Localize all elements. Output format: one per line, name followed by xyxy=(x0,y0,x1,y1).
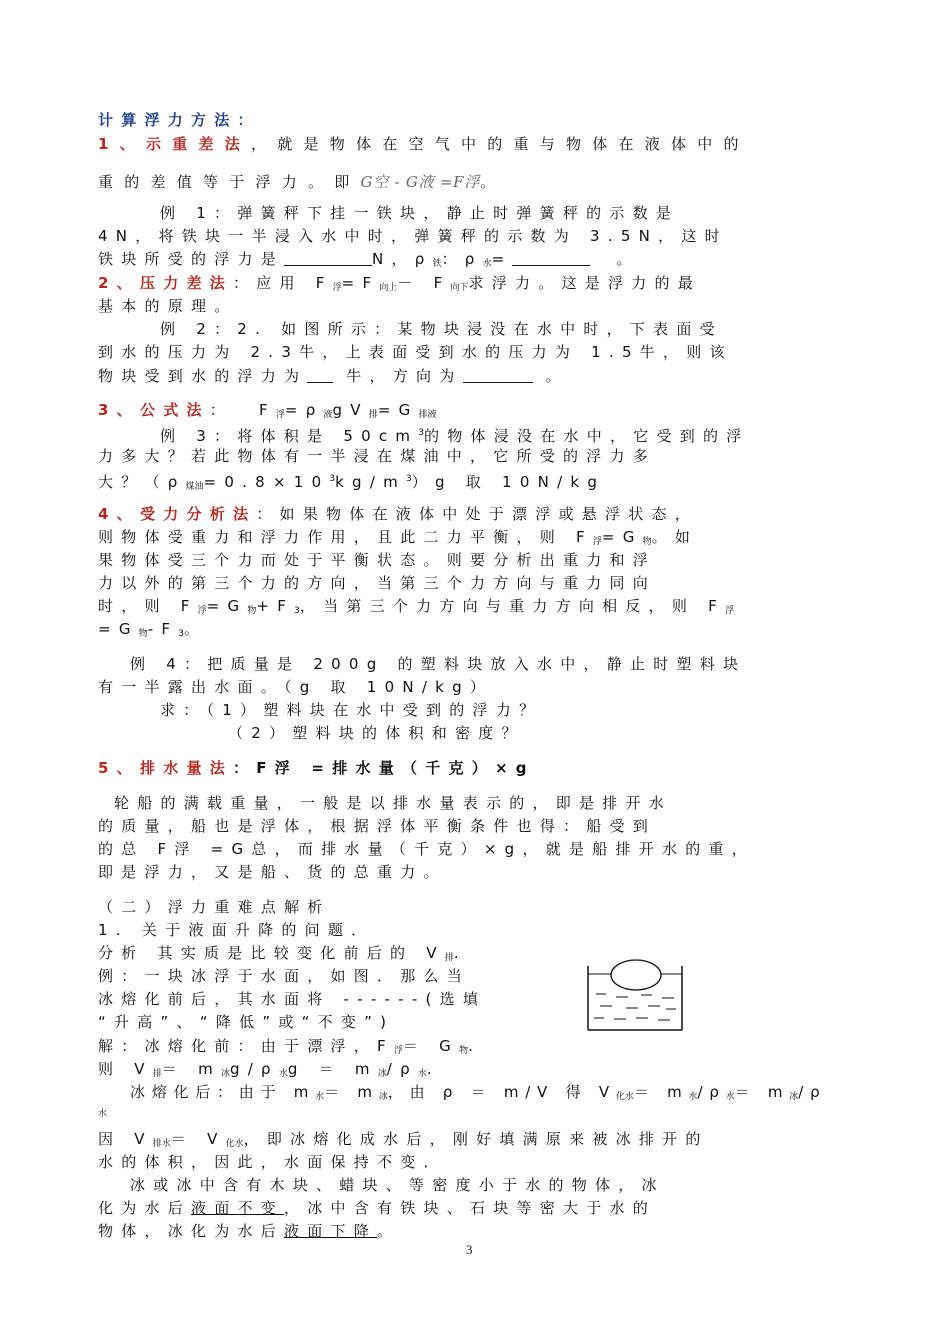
subscript: 煤油 xyxy=(185,482,204,492)
subscript: 浮 xyxy=(592,537,602,547)
example-3-line-1 xyxy=(160,423,840,447)
method-5-number: 5、 xyxy=(98,759,140,777)
method-2-number: 2、 xyxy=(98,274,140,292)
water-hatching xyxy=(594,994,676,1020)
text: -F xyxy=(147,620,179,638)
method-4-line-3: 果物体受三个力而处于平衡状态。则要分析出重力和浮 xyxy=(98,551,657,569)
subscript: 物 xyxy=(247,606,257,616)
section-2-line-14 xyxy=(98,1221,840,1242)
method-1-period: 。 xyxy=(480,173,507,191)
ice-block xyxy=(611,960,661,990)
text: ＝ m xyxy=(324,1083,379,1101)
section-2-line-4: 冰熔化前后，其水面将 ------(选填 xyxy=(98,990,487,1008)
text: 则物体受重力和浮力作用，且此二力平衡，则 F xyxy=(98,528,593,546)
subscript: 浮 xyxy=(275,410,285,420)
text: /ρ xyxy=(798,1083,827,1101)
text: ： xyxy=(209,401,233,419)
text: 。 xyxy=(545,367,569,385)
subscript: 物 xyxy=(459,1046,469,1056)
subscript: 排 xyxy=(444,953,454,963)
example-2-line-2: 到水的压力为 2.3牛，上表面受到水的压力为 1.5牛，则该 xyxy=(98,343,733,361)
method-4-number: 4、 xyxy=(98,505,140,523)
subscript: 浮 xyxy=(332,283,342,293)
example-1-text: 铁块所受的浮力是 xyxy=(98,250,285,268)
text: 则 V xyxy=(98,1060,153,1078)
text: ，由 ρ ＝ m/V 得 V xyxy=(387,1083,616,1101)
underlined-text: 液面下降 xyxy=(284,1222,378,1240)
section-2-line-1: 1. 关于液面升降的问题． xyxy=(98,921,375,939)
method-1-text: ，就是物体在空气中的重与物体在液体中的 xyxy=(250,135,750,153)
text: /ρ xyxy=(386,1060,418,1078)
text: 化为水后 xyxy=(98,1199,192,1217)
subscript: 水 xyxy=(725,1092,735,1102)
answer-blank[interactable] xyxy=(512,250,590,266)
method-3-number: 3、 xyxy=(98,401,140,419)
subscript: 排液 xyxy=(418,410,437,420)
example-4-line-4: （2）塑料块的体积和密度？ xyxy=(228,724,525,742)
text: 冰熔化后：由于 m xyxy=(130,1083,316,1101)
text: 。如 xyxy=(651,528,699,546)
text: ，当第三个力方向与重力方向相反，则 F xyxy=(299,597,725,615)
subscript: 铁 xyxy=(432,259,442,269)
example-1-text-2: N，ρ xyxy=(372,250,433,268)
section-2-line-11: 水的体积，因此，水面保持不变． xyxy=(98,1153,447,1171)
text: =G xyxy=(377,401,419,419)
example-2-line-3 xyxy=(98,366,840,387)
method-2-line-2: 基本的原理。 xyxy=(98,297,238,315)
method-1-name: 示重差法 xyxy=(145,135,251,153)
subscript: 水 xyxy=(417,1069,427,1079)
example-3-line-2: 力多大？若此物体有一半浸在煤油中，它所受的浮力多 xyxy=(98,447,657,465)
text: kg/m xyxy=(335,473,406,491)
text: － F xyxy=(397,274,451,292)
text: =G xyxy=(206,597,248,615)
example-2-line-1: 例 2：2. 如图所示：某物块浸没在水中时，下表面受 xyxy=(160,320,723,338)
subscript: 排水 xyxy=(152,1139,171,1149)
ice-in-water-figure xyxy=(586,952,686,1034)
section-2-line-8 xyxy=(130,1082,845,1108)
text: ＝ m xyxy=(734,1083,790,1101)
method-1-formula: G空 - G液 =F浮 xyxy=(360,173,481,191)
subscript: 浮 xyxy=(393,1046,403,1056)
subscript: 冰 xyxy=(789,1092,799,1102)
text: g/ρ xyxy=(229,1060,279,1078)
method-3-name: 公式法 xyxy=(139,401,210,419)
text: =ρ xyxy=(284,401,324,419)
method-4-name: 受力分析法 xyxy=(139,505,257,523)
example-1-line-2: 4N，将铁块一半浸入水中时，弹簧秤的示数为 3.5N，这时 xyxy=(98,227,728,245)
underlined-text: 液面不变 xyxy=(191,1199,285,1217)
text: g ＝ m xyxy=(287,1060,378,1078)
superscript: 3 xyxy=(418,428,425,438)
subscript: 水 xyxy=(688,1092,698,1102)
text: =G xyxy=(98,620,139,638)
text: 时，则 F xyxy=(98,597,198,615)
text: ＝ V xyxy=(170,1130,226,1148)
subscript: 物 xyxy=(138,629,148,639)
subscript: 化水 xyxy=(225,1139,244,1149)
example-4-line-1: 例 4：把质量是 200g 的塑料块放入水中，静止时塑料块 xyxy=(130,655,747,673)
section-2-line-9: 水 xyxy=(98,1109,112,1119)
text: 。 xyxy=(184,620,208,638)
method-5-para-2: 的质量，船也是浮体，根据浮体平衡条件也得：船受到 xyxy=(98,817,657,835)
text: 分析 其实质是比较变化前后的 V xyxy=(98,944,445,962)
answer-blank[interactable] xyxy=(307,367,333,383)
text: ＝ m xyxy=(633,1083,689,1101)
subscript: 水 xyxy=(315,1092,325,1102)
method-4-line-4: 力以外的第三个力的方向，当第三个力方向与重力同向 xyxy=(98,574,657,592)
method-5-para-4: 即是浮力，又是船、货的总重力。 xyxy=(98,863,447,881)
text: 因 V xyxy=(98,1130,153,1148)
section-2-title: （二）浮力重难点解析 xyxy=(98,898,331,916)
example-3-line-3 xyxy=(98,469,840,498)
text: 的物体浸没在水中，它受到的浮 xyxy=(424,427,750,445)
example-4-line-3: 求：（1）塑料块在水中受到的浮力？ xyxy=(160,701,543,719)
example-1-text-3: ：ρ xyxy=(441,250,483,268)
text: ：如果物体在液体中处于漂浮或悬浮状态， xyxy=(256,505,698,523)
text: ，冰中含有铁块、石块等密大于水的 xyxy=(284,1199,657,1217)
method-5-formula: ：F浮 =排水量（千克）×g xyxy=(232,759,535,777)
example-1-line-3 xyxy=(98,249,840,275)
text: 物体，冰化为水后 xyxy=(98,1222,285,1240)
method-5-line-1 xyxy=(98,758,840,779)
text: ）g 取 10N/kg xyxy=(411,473,606,491)
superscript: 3 xyxy=(329,474,336,484)
text: =G xyxy=(601,528,643,546)
example-4-line-2: 有一半露出水面。（g 取 10N/kg） xyxy=(98,678,494,696)
text: 例 3：将体积是 50cm xyxy=(160,427,419,445)
superscript: 3 xyxy=(406,474,412,484)
subscript: 排 xyxy=(368,410,378,420)
text: ＝ G xyxy=(402,1037,460,1055)
subscript: 向上 xyxy=(379,283,398,293)
section-2-line-13 xyxy=(98,1198,840,1219)
method-1-text-2: 重的差值等于浮力。即 xyxy=(98,173,361,191)
answer-blank[interactable] xyxy=(284,250,372,266)
subscript: 水 xyxy=(482,259,492,269)
subscript: 3 xyxy=(178,629,184,639)
method-4-line-1 xyxy=(98,504,868,525)
text: gV xyxy=(332,401,369,419)
text: ：应用 F xyxy=(232,274,333,292)
text: =0.8×10 xyxy=(203,473,330,491)
example-1-period: 。 xyxy=(616,250,640,268)
text: 牛，方向为 xyxy=(346,367,463,385)
subscript: 排 xyxy=(152,1069,162,1079)
text: =F xyxy=(341,274,380,292)
method-4-line-6 xyxy=(98,619,840,645)
answer-blank[interactable] xyxy=(463,367,533,383)
subscript: 浮 xyxy=(724,606,734,616)
section-2-line-5: “升高”、“降低”或“不变”) xyxy=(98,1013,395,1031)
text: F xyxy=(259,401,276,419)
subscript: 液 xyxy=(323,410,333,420)
method-1-number: 1、 xyxy=(98,135,146,153)
example-1-equals: = xyxy=(491,250,513,268)
text: 物块受到水的浮力为 xyxy=(98,367,308,385)
method-5-para-1: 轮船的满载重量，一般是以排水量表示的，即是排开水 xyxy=(114,794,673,812)
method-2-name: 压力差法 xyxy=(139,274,233,292)
section-2-line-3: 例：一块冰浮于水面，如图．那么当 xyxy=(98,967,471,985)
heading: 计算浮力方法： xyxy=(98,111,261,129)
text: . xyxy=(468,1037,482,1055)
method-1-line-2 xyxy=(98,172,840,193)
subscript: 化水 xyxy=(615,1092,634,1102)
text: ，即冰熔化成水后，刚好填满原来被冰排开的 xyxy=(243,1130,709,1148)
subscript: 水 xyxy=(278,1069,288,1079)
text: . xyxy=(426,1060,440,1078)
subscript: 物 xyxy=(642,537,652,547)
text: ＝ m xyxy=(161,1060,221,1078)
subscript: 浮 xyxy=(197,606,207,616)
text: . xyxy=(453,944,467,962)
text: 求浮力。这是浮力的最 xyxy=(468,274,702,292)
text: 解：冰熔化前：由于漂浮，F xyxy=(98,1037,394,1055)
page-number: 3 xyxy=(466,1242,473,1257)
text: /ρ xyxy=(697,1083,726,1101)
example-1-line-1: 例 1：弹簧秤下挂一铁块，静止时弹簧秤的示数是 xyxy=(160,204,680,222)
method-1-line-1 xyxy=(98,134,840,155)
subscript: 冰 xyxy=(377,1069,387,1079)
text: +F xyxy=(256,597,295,615)
subscript: 3 xyxy=(294,606,300,616)
subscript: 向下 xyxy=(450,283,469,293)
method-5-para-3: 的总 F浮 =G总，而排水量（千克）×g，就是船排开水的重， xyxy=(98,840,755,858)
subscript: 冰 xyxy=(220,1069,230,1079)
method-5-name: 排水量法 xyxy=(139,759,233,777)
text: 大？（ρ xyxy=(98,473,186,491)
section-2-line-12: 冰或冰中含有木块、蜡块、等密度小于水的物体，冰 xyxy=(130,1176,665,1194)
text: 。 xyxy=(377,1222,401,1240)
subscript: 冰 xyxy=(378,1092,388,1102)
